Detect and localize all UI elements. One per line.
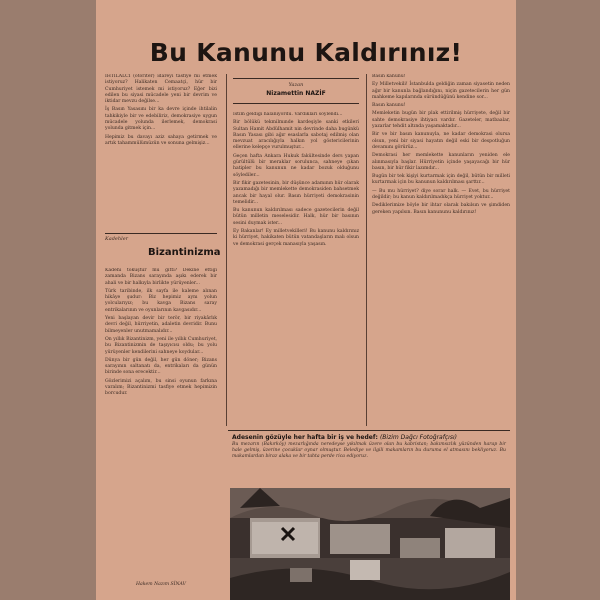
paragraph: Dediklerimize böyle bir ihtar olarak bakılsın ve şimdiden gereken yapılsın. Basın kanununu kaldırınız! bbox=[372, 203, 510, 215]
paragraph: Bu kanunun kaldırılması sadece gazetecilerin değil bütün milletin meselesidir. Halk, hür bir basının sesini duymak ister... bbox=[233, 208, 359, 226]
byline-label: Yazan bbox=[288, 82, 304, 88]
paragraph: Bir bölükü tekmilmınde kardeşiyle sanki etkileri Sultan Hamit Abdülhamit nin devrinde daha bugünkü Basın Yasası gibi ağır esaslarla sabotaj edilmiş olan mevzuat aracılığıyla halkın yol göstericilerinin ellerine kelepçe vurulmuştur... bbox=[233, 120, 359, 151]
cemetery-photograph bbox=[230, 488, 510, 600]
paragraph: Memleketin bugün bir plak ettirilmiş hürriyete, değil bir sahte demokrasiye ihtiyacı vardır. Gazeteler, matbaalar, yazarlar tehdit altında yaşamaktadır... bbox=[372, 111, 510, 130]
caption-text: Bu mezarın (Bakırköy) mezarlığında neredeyse yıkılmak üzere olan bu kabristan; bakımsızlık yüzünden harap bir hale gelmiş, üzerine çocuklar oynar olmuştur. Belediye ve ilgili makamların bu duruma el atmasını bekliyoruz. Bu makamlardan biraz alaka ve bir tahta perde rica ediyoruz. bbox=[232, 442, 506, 460]
paragraph: İstim geldiği halanıyordu. Vardıkları söylendi... bbox=[233, 112, 343, 117]
paragraph: Türk taribinde, ilk sayfa ile kaleme alınan hikâye şudur: Biz hepimiz aynı yolun yolcularıyız; bu kavga Bizans saray entrikalarının ve oyunlarının kavgasıdır... bbox=[105, 288, 217, 313]
paragraph: Basın kanunu! bbox=[372, 74, 406, 79]
section-divider bbox=[105, 233, 217, 234]
paragraph: — Bu mu hürriyet? diye sorar halk. — Evet, bu hürriyet değildir; bu kanun kaldırılmadıkça hürriyet yoktur... bbox=[372, 188, 510, 201]
paragraph: Geçen hafta Ankara Hukuk fakültesinde ders yapan gürültülü bir meraklar sorulunca, sahneye çıkan hatipler bu kanunun ne kadar bozuk olduğunu söylediler... bbox=[233, 153, 359, 178]
article-column-3 bbox=[372, 74, 510, 426]
article-column-1 bbox=[105, 74, 217, 226]
paragraph: Yeni başlayan devir bir terör, bir riyakârlık devri değil, hürriyetin, adaletin devridir. Bunu bilmeyenler unutmamalıdır... bbox=[105, 316, 217, 334]
author-signature: Hakem Nazım SİNAV bbox=[136, 582, 186, 587]
author-name: Nizamettin NAZİF bbox=[266, 90, 326, 97]
paragraph: Dünya bir gün değil, her gün döner; Bizans sarayının saltanatı da, entrikaları da günün birinde sona erecektir... bbox=[105, 357, 217, 376]
paragraph: Bir ve bir basın kanunuyla, ne kadar demokrasi olursa olsun, yeni bir siyasi hayatın değil eski bir despotluğun devamını görürüz... bbox=[372, 132, 510, 150]
paragraph: Ey Milletvekili! İstanbulda geldiğin zaman siyasetin neden ağır bir kanunla bağlandığını, niçin gazetecilerin her gün mahkeme kapılarında süründüğünü kendine sor... bbox=[372, 82, 510, 100]
byline bbox=[233, 78, 359, 104]
paragraph: Ey Bakanlar! Ey milletvekilleri! Bu kanunu kaldırınız ki hürriyet, hakikaten bütün vatandaşların malı olsun ve demokrasi gerçek manasıyla yaşasın. bbox=[233, 229, 359, 247]
headline: Bu Kanunu Kaldırınız! bbox=[149, 38, 463, 67]
column-rule bbox=[366, 74, 367, 426]
paragraph: Hepimiz bu davayı aziz sahaya getirmek ve artık tahammülümüzün ve sonuna gelmişiz... bbox=[105, 134, 217, 146]
article-column-2 bbox=[233, 112, 359, 426]
paragraph: Kadehi tokuştur mu gitti? Dekine ettiği zamanda Bizans sarayında aşıkı ederek bir ahali ve bir halkıyla birlikte yürüyenler... bbox=[105, 268, 217, 286]
section-label: Kadehler bbox=[105, 236, 129, 242]
photo-caption bbox=[228, 430, 510, 491]
paragraph: Bugün bir tek kişiyi kurtarmak için değil, bütün bir milleti kurtarmak için bu kanunun kaldırılması şarttır... bbox=[372, 174, 510, 186]
article-column-bizantinizma bbox=[105, 268, 217, 578]
photo-image bbox=[230, 488, 510, 600]
newspaper-page bbox=[96, 0, 516, 600]
paragraph: İş Basın Yasasını bir ka devre içinde ihtilalin tahkikiyle bir ve edebiliriz, demokrasiye uygun mücadele yolunda ilerlemek, demokrasi yolunda gitmek için... bbox=[105, 107, 217, 132]
paragraph: Demokrasi her memlekette kanunların yeniden ele alınmasıyla başlar. Hürriyetin içinde yaşayacağı bir hür basın, bir hür fikir lazımdır... bbox=[372, 153, 510, 171]
caption-title: Adesenin gözüyle her hafta bir iş ve hedef: (Bizim Dağcı Fotoğrafçısı) bbox=[232, 434, 457, 441]
column-rule bbox=[226, 74, 227, 426]
paragraph: On yıllık Bizantinizm, yeni ile yıllık Cumhuriyet, bu Bizantinizmin de taşıyıcısı oldu; bu yolu yürüyenler kendilerini sahneye koydular... bbox=[105, 336, 217, 355]
paragraph: Gözlerimizi açalım, bu sinsi oyunun farkına varalım; Bizantinizmi tasfiye etmek hepimizin borcudur. bbox=[105, 378, 217, 397]
paragraph: Basın kanunu! bbox=[372, 103, 406, 109]
subheading: Bizantinizma bbox=[148, 247, 221, 258]
paragraph: İHTİLALCİ (otoriter) idareyi tasfiye mi etmek istiyoruz? Halikaten Cemaatçi, hür bir Cumhuriyet istemek mi istiyoruz? Eğer bizi edilen bu siyasi mücadele yeni bir devrim ve iktidar mevzu değilse... bbox=[105, 74, 217, 105]
photo-credit: (Bizim Dağcı Fotoğrafçısı) bbox=[379, 434, 457, 441]
paragraph: Bir fikir gazetesinin, bir düşünce adamının hür olarak yazamadığı bir memlekette demokrasiden bahsetmek ancak bir hayal olur. Basın hürriyeti demokrasinin temelidir... bbox=[233, 180, 359, 205]
